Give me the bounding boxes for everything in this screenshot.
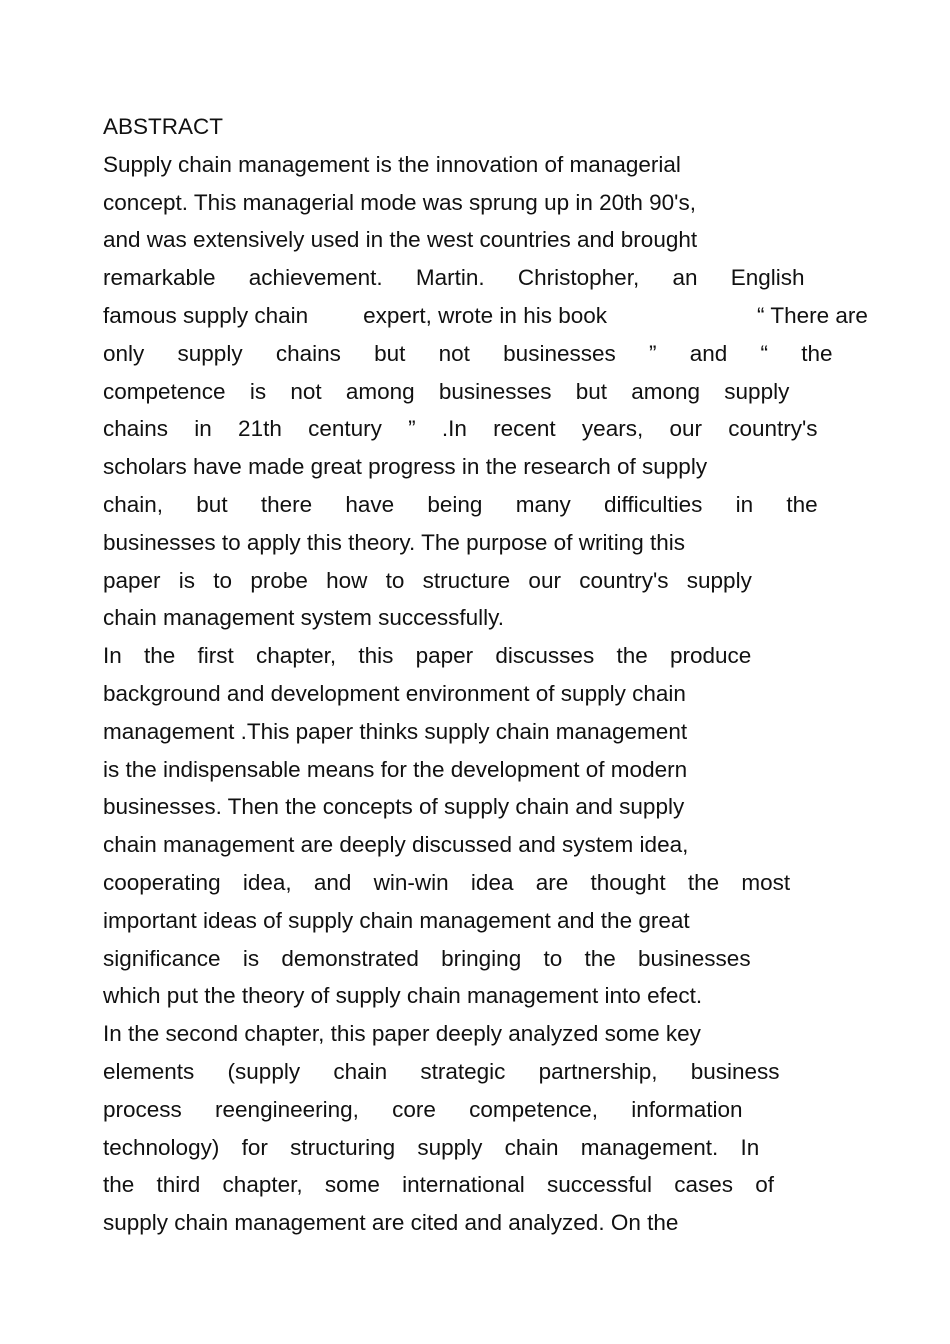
text-line: which put the theory of supply chain management into efect.	[103, 983, 703, 1009]
text-line: process reengineering, core competence, information	[103, 1096, 743, 1122]
text-segment: famous supply chain	[103, 302, 309, 328]
text-segment: expert, wrote in his book	[363, 302, 607, 328]
text-line-split	[103, 297, 868, 335]
text-line: technology) for structuring supply chain management. In	[103, 1134, 760, 1160]
text-line: concept. This managerial mode was sprung up in 20th 90's,	[103, 189, 696, 215]
abstract-heading: ABSTRACT	[103, 114, 224, 139]
text-line: supply chain management are cited and analyzed. On the	[103, 1210, 679, 1236]
text-line: background and development environment of supply chain	[103, 680, 686, 706]
text-line: businesses to apply this theory. The purpose of writing this	[103, 529, 685, 555]
text-line: chain management are deeply discussed and system idea,	[103, 832, 689, 858]
text-line: significance is demonstrated bringing to the businesses	[103, 945, 751, 971]
abstract-body	[103, 108, 868, 1242]
text-line: cooperating idea, and win-win idea are thought the most	[103, 869, 791, 895]
text-line: competence is not among businesses but among supply	[103, 378, 790, 404]
text-segment: “ There are	[757, 302, 868, 328]
text-line: paper is to probe how to structure our country's supply	[103, 567, 752, 593]
text-line: the third chapter, some international successful cases of	[103, 1172, 775, 1198]
text-line: management .This paper thinks supply chain management	[103, 718, 688, 744]
text-line: important ideas of supply chain management and the great	[103, 907, 690, 933]
text-line: remarkable achievement. Martin. Christopher, an English	[103, 265, 805, 291]
text-line: is the indispensable means for the development of modern	[103, 756, 688, 782]
text-line: and was extensively used in the west countries and brought	[103, 227, 698, 253]
text-line: In the second chapter, this paper deeply analyzed some key	[103, 1021, 701, 1047]
text-line: chain management system successfully.	[103, 605, 505, 631]
text-line: elements (supply chain strategic partnership, business	[103, 1058, 780, 1084]
text-line: chain, but there have being many difficulties in the	[103, 491, 818, 517]
text-line: only supply chains but not businesses ” and “ the	[103, 340, 833, 366]
text-line: Supply chain management is the innovation of managerial	[103, 151, 681, 177]
text-line: In the first chapter, this paper discusses the produce	[103, 643, 752, 669]
text-line: chains in 21th century ” .In recent years, our country's	[103, 416, 818, 442]
text-line: scholars have made great progress in the research of supply	[103, 454, 708, 480]
text-line: businesses. Then the concepts of supply chain and supply	[103, 794, 685, 820]
